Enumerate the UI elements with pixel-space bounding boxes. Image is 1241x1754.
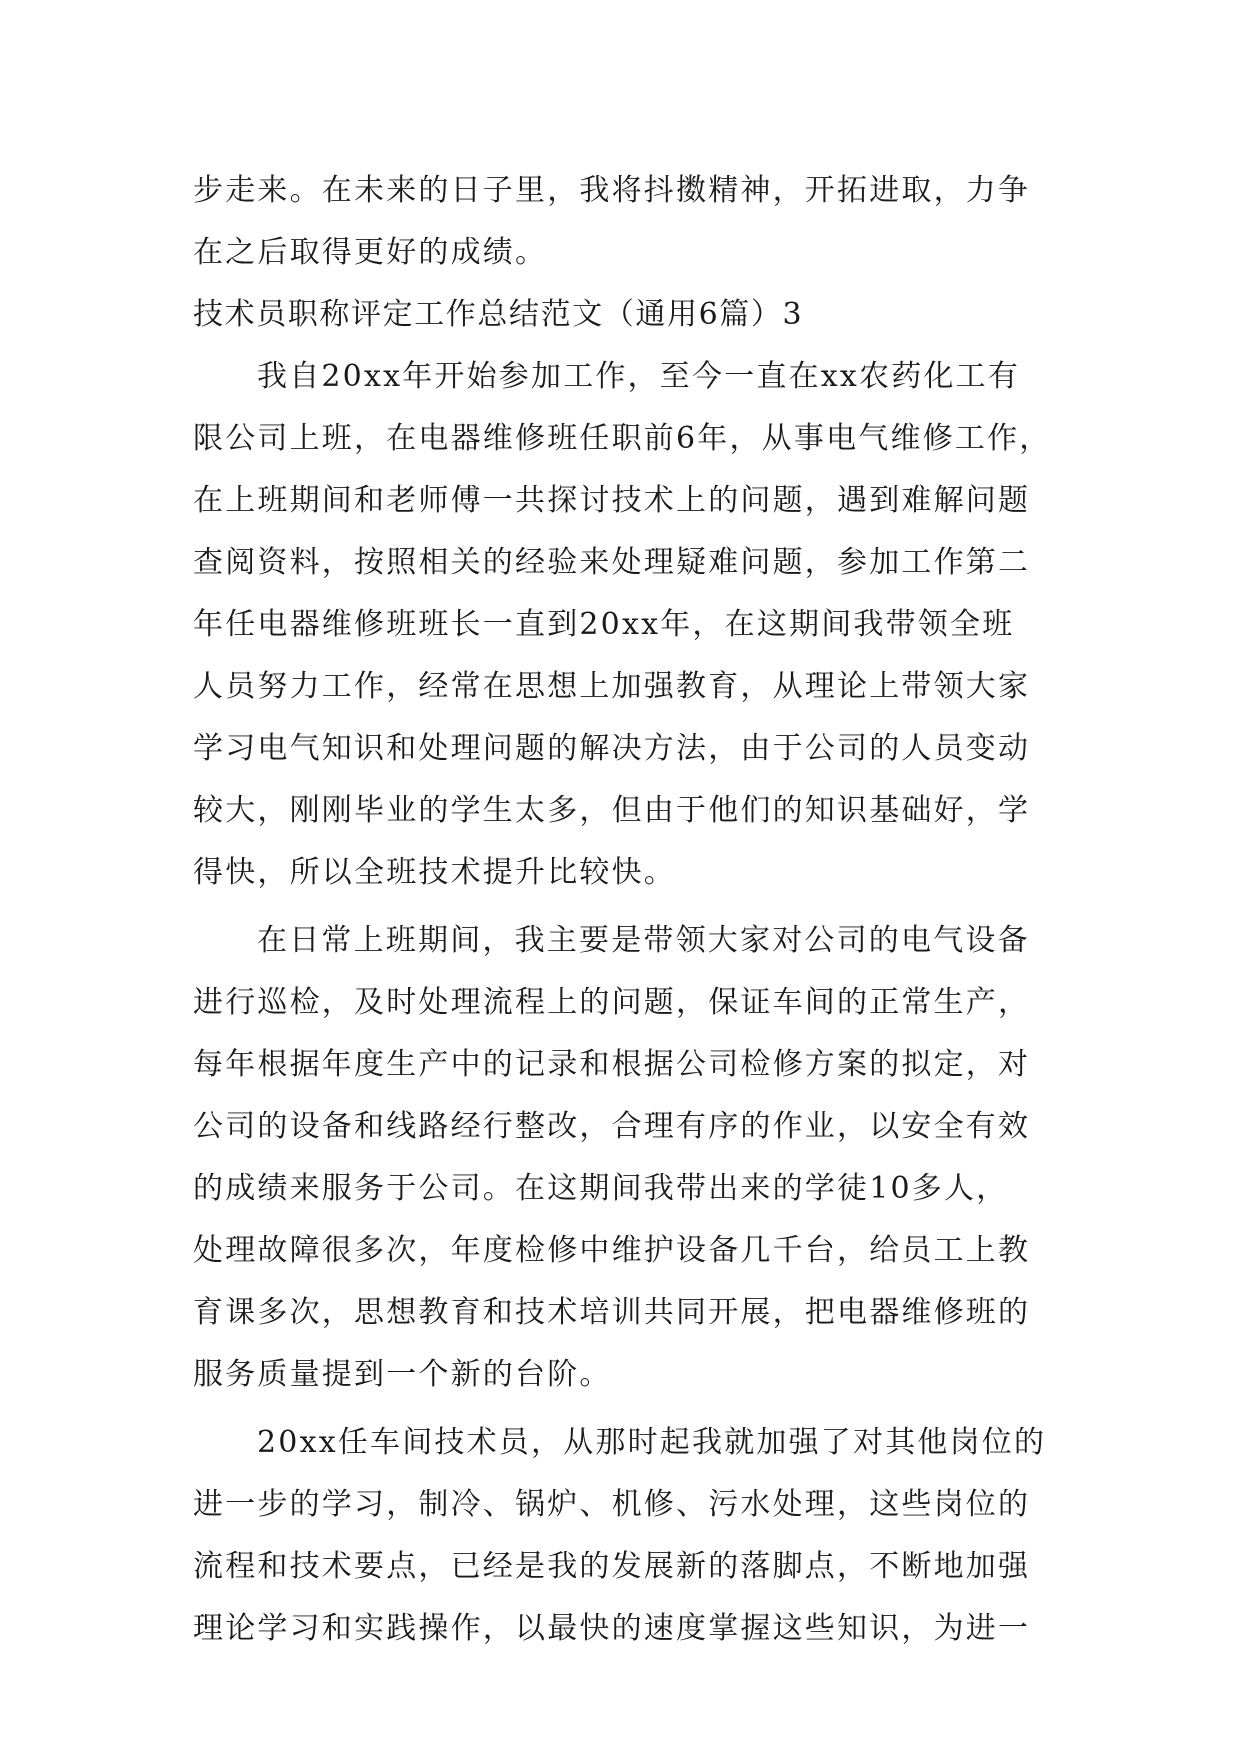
paragraph-1 <box>193 346 1053 904</box>
text-line: 育课多次，思想教育和技术培训共同开展，把电器维修班的 <box>193 1295 1031 1330</box>
text-line: 理论学习和实践操作，以最快的速度掌握这些知识，为进一 <box>193 1611 1031 1646</box>
text-line: 人员努力工作，经常在思想上加强教育，从理论上带领大家 <box>193 669 1031 704</box>
paragraph-3 <box>193 1412 1053 1660</box>
text-line: 20xx任车间技术员，从那时起我就加强了对其他岗位的 <box>257 1425 1047 1460</box>
text-line: 步走来。在未来的日子里，我将抖擞精神，开拓进取，力争 <box>193 173 1031 208</box>
text-line: 进行巡检，及时处理流程上的问题，保证车间的正常生产， <box>193 985 1031 1020</box>
document-body <box>193 160 1053 1660</box>
text-line: 的成绩来服务于公司。在这期间我带出来的学徒10多人， <box>193 1171 1009 1206</box>
text-line: 得快，所以全班技术提升比较快。 <box>193 855 676 890</box>
text-line: 限公司上班，在电器维修班任职前6年，从事电气维修工作， <box>193 421 1052 456</box>
text-line: 在之后取得更好的成绩。 <box>193 235 548 270</box>
text-line: 我自20xx年开始参加工作，至今一直在xx农药化工有 <box>257 359 1021 394</box>
text-line: 进一步的学习，制冷、锅炉、机修、污水处理，这些岗位的 <box>193 1487 1031 1522</box>
intro-paragraph <box>193 160 1053 284</box>
text-line: 在日常上班期间，我主要是带领大家对公司的电气设备 <box>257 923 1030 958</box>
text-line: 公司的设备和线路经行整改，合理有序的作业，以安全有效 <box>193 1109 1031 1144</box>
text-line: 在上班期间和老师傅一共探讨技术上的问题，遇到难解问题 <box>193 483 1031 518</box>
text-line: 处理故障很多次，年度检修中维护设备几千台，给员工上教 <box>193 1233 1031 1268</box>
text-line: 流程和技术要点，已经是我的发展新的落脚点，不断地加强 <box>193 1549 1031 1584</box>
text-line: 年任电器维修班班长一直到20xx年，在这期间我带领全班 <box>193 607 1015 642</box>
text-line: 查阅资料，按照相关的经验来处理疑难问题，参加工作第二 <box>193 545 1031 580</box>
text-line: 学习电气知识和处理问题的解决方法，由于公司的人员变动 <box>193 731 1031 766</box>
section-heading: 技术员职称评定工作总结范文（通用6篇）3 <box>193 297 804 332</box>
text-line: 服务质量提到一个新的台阶。 <box>193 1357 612 1392</box>
paragraph-2 <box>193 910 1053 1406</box>
text-line: 较大，刚刚毕业的学生太多，但由于他们的知识基础好，学 <box>193 793 1031 828</box>
text-line: 每年根据年度生产中的记录和根据公司检修方案的拟定，对 <box>193 1047 1031 1082</box>
